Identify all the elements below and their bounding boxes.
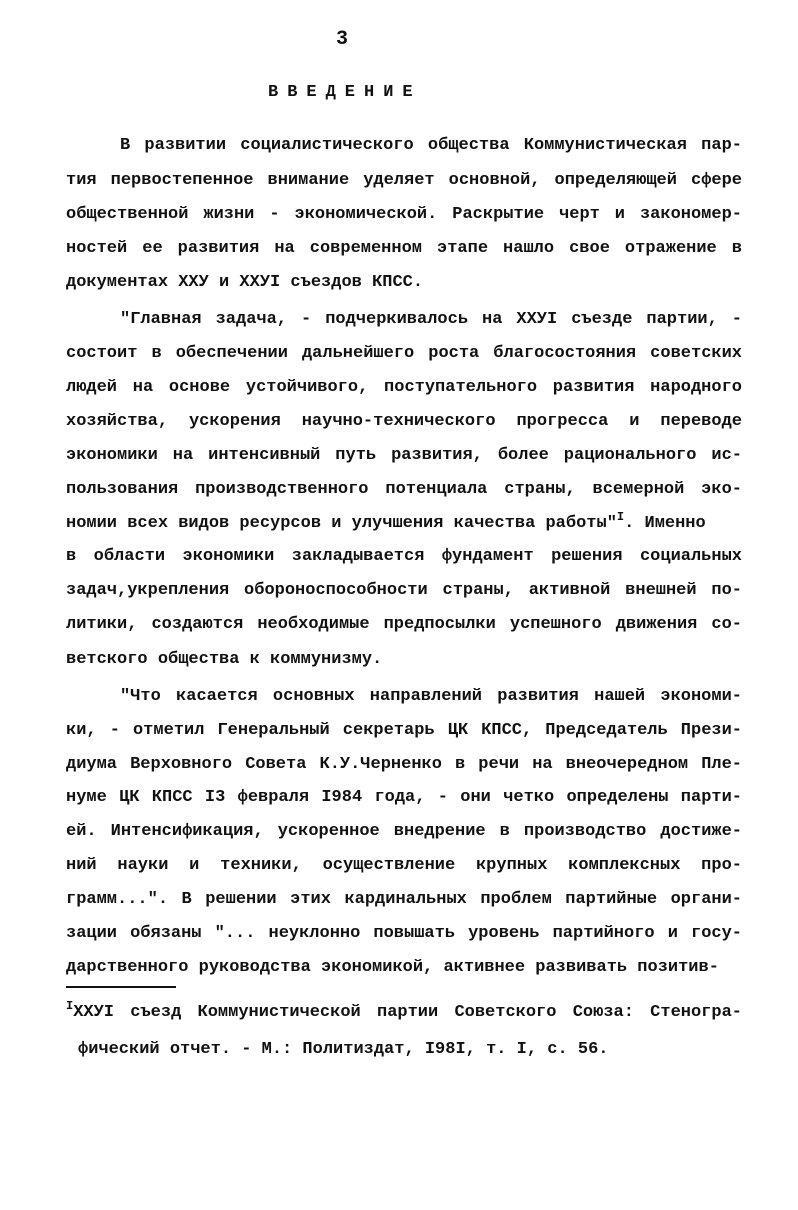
footnote-divider	[66, 986, 176, 988]
footnote-line: фический отчет. - М.: Политиздат, I98I, т. I, с. 56.	[78, 1040, 609, 1059]
page-number: 3	[336, 28, 349, 51]
text-line: пользования производственного потенциала страны, всемерной эко-	[66, 480, 742, 499]
text-line: нуме ЦК КПСС I3 февраля I984 года, - они четко определены парти-	[66, 788, 742, 807]
text-line: зации обязаны "... неуклонно повышать уровень партийного и госу-	[66, 924, 742, 943]
text-line: диума Верховного Совета К.У.Черненко в речи на внеочередном Пле-	[66, 755, 742, 774]
text-line: ний науки и техники, осуществление крупных комплексных про-	[66, 856, 742, 875]
footnote-mark: I	[66, 999, 74, 1013]
footnote-line: $^I$XXУI съезд Коммунистической партии Советского Союза: Стеногра-	[66, 999, 742, 1022]
text-line: ветского общества к коммунизму.	[66, 650, 383, 669]
text-line: номии всех видов ресурсов и улучшения качества работы"$^I$. Именно	[66, 510, 706, 533]
text-line: состоит в обеспечении дальнейшего роста благосостояния советских	[66, 344, 742, 363]
text-line: В развитии социалистического общества Коммунистическая пар-	[120, 136, 742, 155]
text-line: литики, создаются необходимые предпосылки успешного движения со-	[66, 615, 742, 634]
text-line: хозяйства, ускорения научно-технического прогресса и переводе	[66, 412, 742, 431]
footnote-reference: I	[616, 510, 625, 524]
section-title: ВВЕДЕНИЕ	[268, 83, 422, 102]
text-line: в области экономики закладывается фундамент решения социальных	[66, 547, 742, 566]
text-line: "Главная задача, - подчеркивалось на XXУI съезде партии, -	[120, 310, 742, 329]
text-line: тия первостепенное внимание уделяет основной, определяющей сфере	[66, 171, 742, 190]
text-line: экономики на интенсивный путь развития, более рационального ис-	[66, 446, 742, 465]
text-line: людей на основе устойчивого, поступательного развития народного	[66, 378, 742, 397]
text-line: документах XXУ и XXУI съездов КПСС.	[66, 273, 424, 292]
text-line: общественной жизни - экономической. Раскрытие черт и закономер-	[66, 205, 742, 224]
text-line: грамм...". В решении этих кардинальных проблем партийные органи-	[66, 890, 742, 909]
text-line: ностей ее развития на современном этапе нашло свое отражение в	[66, 239, 742, 258]
text-line: "Что касается основных направлений развития нашей экономи-	[120, 687, 742, 706]
text-line: дарственного руководства экономикой, активнее развивать позитив-	[66, 958, 719, 977]
text-line: ки, - отметил Генеральный секретарь ЦК КПСС, Председатель Прези-	[66, 721, 742, 740]
text-line: ей. Интенсификация, ускоренное внедрение в производство достиже-	[66, 822, 742, 841]
text-line: задач,укрепления обороноспособности страны, активной внешней по-	[66, 581, 742, 600]
